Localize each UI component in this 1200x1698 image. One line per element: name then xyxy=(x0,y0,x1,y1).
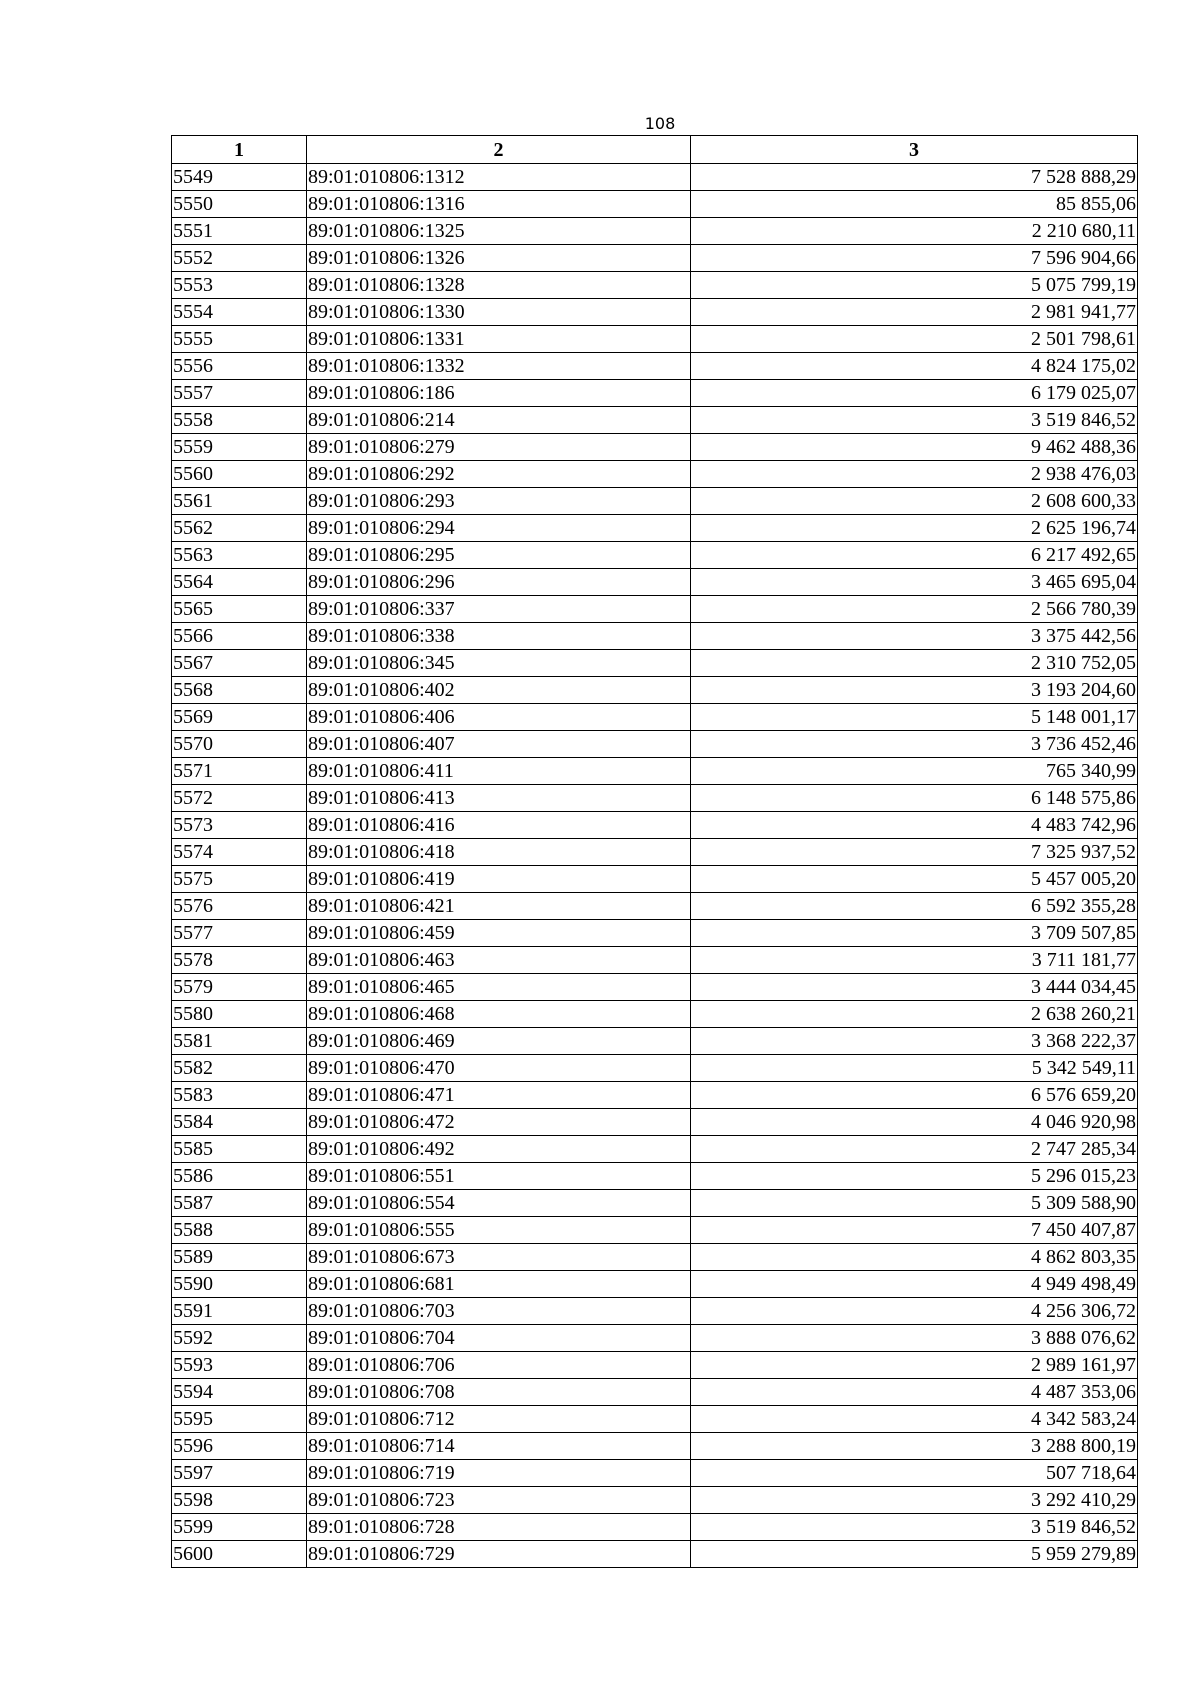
value-cell: 2 638 260,21 xyxy=(691,1001,1138,1028)
value-cell: 2 608 600,33 xyxy=(691,488,1138,515)
table-row xyxy=(172,272,1138,299)
row-number-cell: 5559 xyxy=(172,434,307,461)
value-cell: 85 855,06 xyxy=(691,191,1138,218)
value-cell: 4 862 803,35 xyxy=(691,1244,1138,1271)
cadastral-number-cell: 89:01:010806:1328 xyxy=(307,272,691,299)
row-number-cell: 5587 xyxy=(172,1190,307,1217)
table-body xyxy=(172,164,1138,1568)
cadastral-number-cell: 89:01:010806:554 xyxy=(307,1190,691,1217)
value-cell: 5 959 279,89 xyxy=(691,1541,1138,1568)
cadastral-number-cell: 89:01:010806:345 xyxy=(307,650,691,677)
value-cell: 4 256 306,72 xyxy=(691,1298,1138,1325)
cadastral-number-cell: 89:01:010806:1326 xyxy=(307,245,691,272)
row-number-cell: 5582 xyxy=(172,1055,307,1082)
cadastral-number-cell: 89:01:010806:186 xyxy=(307,380,691,407)
value-cell: 3 375 442,56 xyxy=(691,623,1138,650)
value-cell: 4 487 353,06 xyxy=(691,1379,1138,1406)
value-cell: 5 457 005,20 xyxy=(691,866,1138,893)
cadastral-number-cell: 89:01:010806:411 xyxy=(307,758,691,785)
row-number-cell: 5599 xyxy=(172,1514,307,1541)
value-cell: 6 576 659,20 xyxy=(691,1082,1138,1109)
row-number-cell: 5577 xyxy=(172,920,307,947)
table-row xyxy=(172,839,1138,866)
row-number-cell: 5567 xyxy=(172,650,307,677)
table-row xyxy=(172,542,1138,569)
value-cell: 4 824 175,02 xyxy=(691,353,1138,380)
row-number-cell: 5553 xyxy=(172,272,307,299)
value-cell: 6 592 355,28 xyxy=(691,893,1138,920)
table-row xyxy=(172,353,1138,380)
value-cell: 2 501 798,61 xyxy=(691,326,1138,353)
value-cell: 2 747 285,34 xyxy=(691,1136,1138,1163)
value-cell: 2 566 780,39 xyxy=(691,596,1138,623)
table-header xyxy=(172,136,1138,164)
value-cell: 3 519 846,52 xyxy=(691,1514,1138,1541)
cadastral-number-cell: 89:01:010806:279 xyxy=(307,434,691,461)
value-cell: 4 046 920,98 xyxy=(691,1109,1138,1136)
table-row xyxy=(172,1109,1138,1136)
value-cell: 2 310 752,05 xyxy=(691,650,1138,677)
value-cell: 4 949 498,49 xyxy=(691,1271,1138,1298)
table-row xyxy=(172,1514,1138,1541)
cadastral-number-cell: 89:01:010806:402 xyxy=(307,677,691,704)
cadastral-number-cell: 89:01:010806:292 xyxy=(307,461,691,488)
value-cell: 4 342 583,24 xyxy=(691,1406,1138,1433)
table-row xyxy=(172,191,1138,218)
cadastral-number-cell: 89:01:010806:1312 xyxy=(307,164,691,191)
row-number-cell: 5579 xyxy=(172,974,307,1001)
row-number-cell: 5576 xyxy=(172,893,307,920)
value-cell: 2 938 476,03 xyxy=(691,461,1138,488)
column-header-3: 3 xyxy=(691,136,1138,164)
cadastral-number-cell: 89:01:010806:416 xyxy=(307,812,691,839)
cadastral-number-cell: 89:01:010806:492 xyxy=(307,1136,691,1163)
page-number: 108 xyxy=(644,114,676,133)
cadastral-number-cell: 89:01:010806:421 xyxy=(307,893,691,920)
value-cell: 7 450 407,87 xyxy=(691,1217,1138,1244)
row-number-cell: 5551 xyxy=(172,218,307,245)
value-cell: 3 711 181,77 xyxy=(691,947,1138,974)
table-row xyxy=(172,731,1138,758)
table-row xyxy=(172,974,1138,1001)
row-number-cell: 5564 xyxy=(172,569,307,596)
cadastral-number-cell: 89:01:010806:1325 xyxy=(307,218,691,245)
table-row xyxy=(172,623,1138,650)
value-cell: 5 148 001,17 xyxy=(691,704,1138,731)
header-row xyxy=(172,136,1138,164)
row-number-cell: 5584 xyxy=(172,1109,307,1136)
value-cell: 2 210 680,11 xyxy=(691,218,1138,245)
value-cell: 5 309 588,90 xyxy=(691,1190,1138,1217)
table-row xyxy=(172,1352,1138,1379)
cadastral-number-cell: 89:01:010806:471 xyxy=(307,1082,691,1109)
table-row xyxy=(172,1487,1138,1514)
table-row xyxy=(172,785,1138,812)
cadastral-number-cell: 89:01:010806:555 xyxy=(307,1217,691,1244)
cadastral-number-cell: 89:01:010806:728 xyxy=(307,1514,691,1541)
table-row xyxy=(172,164,1138,191)
cadastral-number-cell: 89:01:010806:406 xyxy=(307,704,691,731)
value-cell: 5 075 799,19 xyxy=(691,272,1138,299)
value-cell: 6 179 025,07 xyxy=(691,380,1138,407)
table-row xyxy=(172,866,1138,893)
value-cell: 3 288 800,19 xyxy=(691,1433,1138,1460)
cadastral-number-cell: 89:01:010806:294 xyxy=(307,515,691,542)
row-number-cell: 5583 xyxy=(172,1082,307,1109)
cadastral-number-cell: 89:01:010806:706 xyxy=(307,1352,691,1379)
row-number-cell: 5592 xyxy=(172,1325,307,1352)
table-row xyxy=(172,1082,1138,1109)
row-number-cell: 5600 xyxy=(172,1541,307,1568)
table-row xyxy=(172,380,1138,407)
table-row xyxy=(172,515,1138,542)
row-number-cell: 5594 xyxy=(172,1379,307,1406)
cadastral-number-cell: 89:01:010806:295 xyxy=(307,542,691,569)
table-row xyxy=(172,812,1138,839)
row-number-cell: 5585 xyxy=(172,1136,307,1163)
row-number-cell: 5562 xyxy=(172,515,307,542)
cadastral-number-cell: 89:01:010806:465 xyxy=(307,974,691,1001)
table-row xyxy=(172,1001,1138,1028)
table-row xyxy=(172,461,1138,488)
row-number-cell: 5552 xyxy=(172,245,307,272)
column-header-2: 2 xyxy=(307,136,691,164)
table-row xyxy=(172,1163,1138,1190)
row-number-cell: 5557 xyxy=(172,380,307,407)
value-cell: 3 888 076,62 xyxy=(691,1325,1138,1352)
column-header-1: 1 xyxy=(172,136,307,164)
cadastral-number-cell: 89:01:010806:1332 xyxy=(307,353,691,380)
cadastral-number-cell: 89:01:010806:419 xyxy=(307,866,691,893)
cadastral-number-cell: 89:01:010806:296 xyxy=(307,569,691,596)
row-number-cell: 5556 xyxy=(172,353,307,380)
table-row xyxy=(172,434,1138,461)
table-row xyxy=(172,1136,1138,1163)
value-cell: 9 462 488,36 xyxy=(691,434,1138,461)
registry-table xyxy=(171,135,1138,1568)
cadastral-number-cell: 89:01:010806:338 xyxy=(307,623,691,650)
row-number-cell: 5593 xyxy=(172,1352,307,1379)
row-number-cell: 5578 xyxy=(172,947,307,974)
row-number-cell: 5560 xyxy=(172,461,307,488)
cadastral-number-cell: 89:01:010806:551 xyxy=(307,1163,691,1190)
row-number-cell: 5569 xyxy=(172,704,307,731)
table-row xyxy=(172,947,1138,974)
cadastral-number-cell: 89:01:010806:729 xyxy=(307,1541,691,1568)
table-row xyxy=(172,1406,1138,1433)
cadastral-number-cell: 89:01:010806:719 xyxy=(307,1460,691,1487)
value-cell: 3 193 204,60 xyxy=(691,677,1138,704)
row-number-cell: 5581 xyxy=(172,1028,307,1055)
row-number-cell: 5586 xyxy=(172,1163,307,1190)
value-cell: 6 148 575,86 xyxy=(691,785,1138,812)
row-number-cell: 5558 xyxy=(172,407,307,434)
table-row xyxy=(172,407,1138,434)
value-cell: 3 368 222,37 xyxy=(691,1028,1138,1055)
cadastral-number-cell: 89:01:010806:468 xyxy=(307,1001,691,1028)
value-cell: 3 709 507,85 xyxy=(691,920,1138,947)
cadastral-number-cell: 89:01:010806:470 xyxy=(307,1055,691,1082)
row-number-cell: 5588 xyxy=(172,1217,307,1244)
row-number-cell: 5570 xyxy=(172,731,307,758)
row-number-cell: 5554 xyxy=(172,299,307,326)
cadastral-number-cell: 89:01:010806:472 xyxy=(307,1109,691,1136)
row-number-cell: 5568 xyxy=(172,677,307,704)
value-cell: 7 528 888,29 xyxy=(691,164,1138,191)
cadastral-number-cell: 89:01:010806:712 xyxy=(307,1406,691,1433)
value-cell: 2 625 196,74 xyxy=(691,515,1138,542)
row-number-cell: 5571 xyxy=(172,758,307,785)
row-number-cell: 5590 xyxy=(172,1271,307,1298)
row-number-cell: 5580 xyxy=(172,1001,307,1028)
row-number-cell: 5555 xyxy=(172,326,307,353)
value-cell: 3 465 695,04 xyxy=(691,569,1138,596)
table-row xyxy=(172,596,1138,623)
row-number-cell: 5595 xyxy=(172,1406,307,1433)
row-number-cell: 5563 xyxy=(172,542,307,569)
table-row xyxy=(172,1433,1138,1460)
value-cell: 2 981 941,77 xyxy=(691,299,1138,326)
value-cell: 7 325 937,52 xyxy=(691,839,1138,866)
row-number-cell: 5575 xyxy=(172,866,307,893)
value-cell: 4 483 742,96 xyxy=(691,812,1138,839)
value-cell: 3 444 034,45 xyxy=(691,974,1138,1001)
table-row xyxy=(172,1190,1138,1217)
cadastral-number-cell: 89:01:010806:459 xyxy=(307,920,691,947)
cadastral-number-cell: 89:01:010806:463 xyxy=(307,947,691,974)
cadastral-number-cell: 89:01:010806:704 xyxy=(307,1325,691,1352)
table-row xyxy=(172,650,1138,677)
cadastral-number-cell: 89:01:010806:293 xyxy=(307,488,691,515)
value-cell: 5 296 015,23 xyxy=(691,1163,1138,1190)
value-cell: 765 340,99 xyxy=(691,758,1138,785)
row-number-cell: 5565 xyxy=(172,596,307,623)
table-row xyxy=(172,1244,1138,1271)
cadastral-number-cell: 89:01:010806:714 xyxy=(307,1433,691,1460)
value-cell: 507 718,64 xyxy=(691,1460,1138,1487)
value-cell: 6 217 492,65 xyxy=(691,542,1138,569)
value-cell: 2 989 161,97 xyxy=(691,1352,1138,1379)
table-row xyxy=(172,488,1138,515)
cadastral-number-cell: 89:01:010806:214 xyxy=(307,407,691,434)
row-number-cell: 5566 xyxy=(172,623,307,650)
cadastral-number-cell: 89:01:010806:1331 xyxy=(307,326,691,353)
table-row xyxy=(172,218,1138,245)
row-number-cell: 5549 xyxy=(172,164,307,191)
row-number-cell: 5573 xyxy=(172,812,307,839)
cadastral-number-cell: 89:01:010806:337 xyxy=(307,596,691,623)
row-number-cell: 5550 xyxy=(172,191,307,218)
value-cell: 3 736 452,46 xyxy=(691,731,1138,758)
table-row xyxy=(172,245,1138,272)
table-row xyxy=(172,1298,1138,1325)
cadastral-number-cell: 89:01:010806:681 xyxy=(307,1271,691,1298)
table-row xyxy=(172,326,1138,353)
value-cell: 5 342 549,11 xyxy=(691,1055,1138,1082)
value-cell: 3 292 410,29 xyxy=(691,1487,1138,1514)
cadastral-number-cell: 89:01:010806:1316 xyxy=(307,191,691,218)
table-row xyxy=(172,1028,1138,1055)
row-number-cell: 5596 xyxy=(172,1433,307,1460)
cadastral-number-cell: 89:01:010806:413 xyxy=(307,785,691,812)
cadastral-number-cell: 89:01:010806:1330 xyxy=(307,299,691,326)
table-row xyxy=(172,569,1138,596)
table-row xyxy=(172,677,1138,704)
row-number-cell: 5589 xyxy=(172,1244,307,1271)
table-row xyxy=(172,893,1138,920)
table-row xyxy=(172,758,1138,785)
cadastral-number-cell: 89:01:010806:723 xyxy=(307,1487,691,1514)
table-row xyxy=(172,1271,1138,1298)
cadastral-number-cell: 89:01:010806:469 xyxy=(307,1028,691,1055)
cadastral-number-cell: 89:01:010806:418 xyxy=(307,839,691,866)
table-row xyxy=(172,1325,1138,1352)
cadastral-number-cell: 89:01:010806:703 xyxy=(307,1298,691,1325)
row-number-cell: 5591 xyxy=(172,1298,307,1325)
cadastral-number-cell: 89:01:010806:407 xyxy=(307,731,691,758)
table-row xyxy=(172,704,1138,731)
value-cell: 7 596 904,66 xyxy=(691,245,1138,272)
cadastral-number-cell: 89:01:010806:673 xyxy=(307,1244,691,1271)
row-number-cell: 5597 xyxy=(172,1460,307,1487)
row-number-cell: 5574 xyxy=(172,839,307,866)
cadastral-number-cell: 89:01:010806:708 xyxy=(307,1379,691,1406)
table-row xyxy=(172,299,1138,326)
table-row xyxy=(172,920,1138,947)
row-number-cell: 5598 xyxy=(172,1487,307,1514)
table-row xyxy=(172,1055,1138,1082)
table-row xyxy=(172,1541,1138,1568)
row-number-cell: 5561 xyxy=(172,488,307,515)
table-row xyxy=(172,1460,1138,1487)
table-row xyxy=(172,1217,1138,1244)
row-number-cell: 5572 xyxy=(172,785,307,812)
table-row xyxy=(172,1379,1138,1406)
value-cell: 3 519 846,52 xyxy=(691,407,1138,434)
